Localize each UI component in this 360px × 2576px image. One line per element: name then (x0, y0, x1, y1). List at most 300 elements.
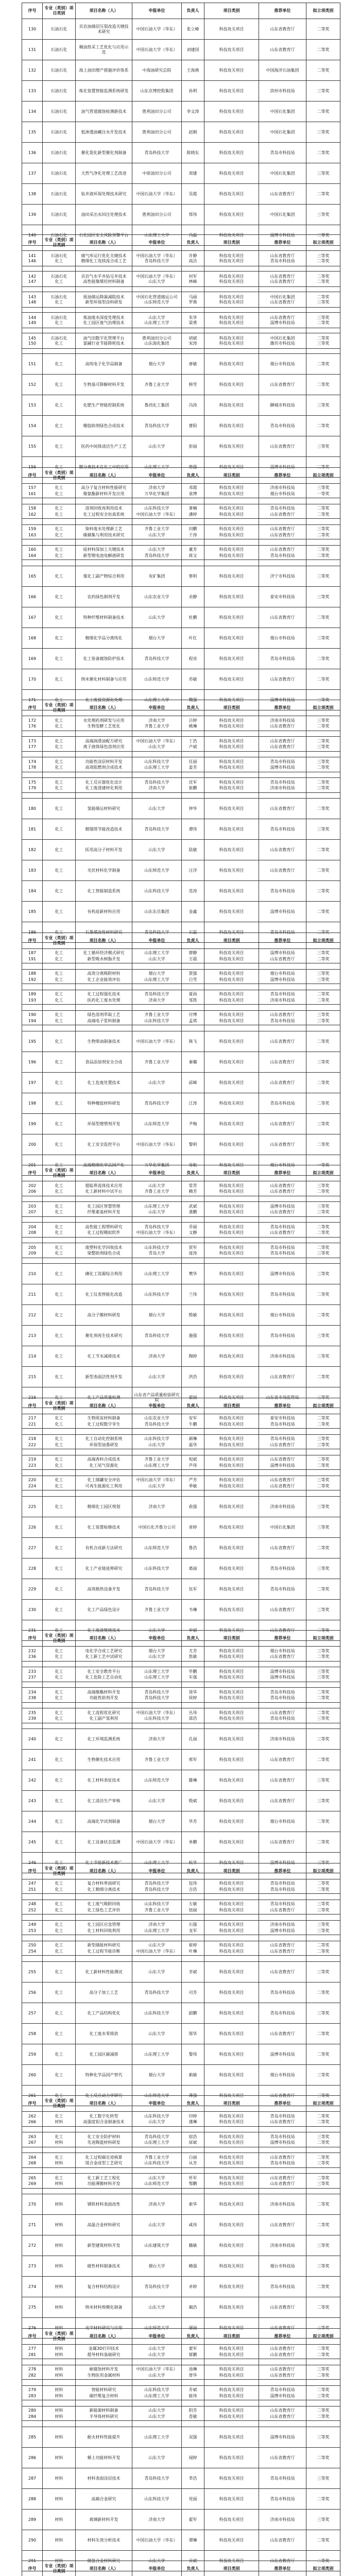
table-cell: 烟台市科技局 (259, 2256, 306, 2277)
table-cell: 二等奖 (306, 1935, 340, 1956)
table-cell: 三等奖 (306, 2065, 340, 2086)
table-cell: 化工 (43, 1181, 76, 1202)
table-cell: 炼油废水深度处理技术 (76, 308, 132, 328)
table-row (22, 649, 340, 669)
table-cell: 邓霞 (182, 478, 204, 498)
table-cell: 山东省教育厅 (259, 2318, 306, 2338)
table-row (22, 1181, 340, 1202)
table-row (22, 2297, 340, 2318)
table-cell: 科技攻关项目 (204, 2510, 259, 2530)
table-row (22, 1223, 340, 1243)
table-cell: 科技攻关项目 (204, 498, 259, 519)
table-cell: 济南市科技局 (259, 2235, 306, 2256)
table-cell: 二等奖 (306, 1873, 340, 1894)
table-cell: 化工 (43, 690, 76, 710)
table-cell: 科技攻关项目 (204, 163, 259, 184)
table-cell: 山东大学 (132, 1176, 182, 1196)
table-cell: 科技攻关项目 (204, 2112, 259, 2132)
column-header: 负责人 (182, 3, 204, 19)
table-cell: 科技攻关项目 (204, 1181, 259, 1202)
column-header: 序号 (22, 2096, 43, 2112)
table-cell: 石油石化 (43, 60, 76, 81)
table-row (22, 1202, 340, 1223)
table-cell: 石磊 (182, 922, 204, 943)
table-cell: 山东省教育厅 (259, 2215, 306, 2235)
table-cell: 科技攻关项目 (204, 251, 259, 272)
table-cell: 科技攻关项目 (204, 1367, 259, 1387)
table-cell: 二等奖 (306, 2345, 340, 2365)
table-row (22, 2112, 340, 2132)
table-row (22, 1941, 340, 1962)
table-cell: 有机合成新方法研究 (76, 1538, 132, 1558)
table-row (22, 375, 340, 395)
table-row (22, 799, 340, 819)
table-cell: 科技攻关项目 (204, 2235, 259, 2256)
table-row (22, 1011, 340, 1031)
table-cell: 济南市科技局 (259, 2510, 306, 2530)
column-header: 项目类别 (204, 2561, 259, 2576)
table-cell: 科技攻关项目 (204, 1196, 259, 1217)
table-cell: 化工 (43, 984, 76, 1005)
table-cell: 三等奖 (306, 1196, 340, 1217)
table-cell: 青岛市科技局 (259, 1414, 306, 1435)
table-cell: 复合材料界面研究 (76, 1873, 132, 1894)
table-cell: 209 (22, 1243, 43, 1264)
table-row (22, 1600, 340, 1620)
table-cell: 山东理工大学 (132, 313, 182, 333)
table-cell: 三等奖 (306, 246, 340, 266)
table-cell: 齐鲁工业大学 (132, 716, 182, 737)
table-cell: 二等奖 (306, 1941, 340, 1962)
table-cell: 科技攻关项目 (204, 292, 259, 313)
table-cell: 137 (22, 163, 43, 184)
table-cell: 245 (22, 1832, 43, 1853)
table-cell: 青岛市科技局 (259, 1238, 306, 1258)
table-cell: 科技攻关项目 (204, 970, 259, 990)
table-cell: 科技攻关项目 (204, 1346, 259, 1367)
table-cell: 材料 (43, 2365, 76, 2386)
table-cell: 青岛市科技局 (259, 1894, 306, 1914)
table-cell: 科技攻关项目 (204, 587, 259, 607)
table-cell: 山东省教育厅 (259, 1962, 306, 1982)
table-cell: 山东省教育厅 (259, 840, 306, 860)
table-cell: 中国石油大学（华东） (132, 184, 182, 205)
table-cell: 材料 (43, 2345, 76, 2365)
table-cell: 山东大学 (132, 1620, 182, 1641)
table-cell: 科技攻关项目 (204, 2003, 259, 2024)
table-cell: 282 (22, 2365, 43, 2386)
table-cell: 三等奖 (306, 395, 340, 416)
table-cell: 齐鲁工业大学 (132, 375, 182, 395)
table-cell: 化工自动化控制系统 (76, 1429, 132, 1449)
table-cell: 淄博市科技局 (259, 2427, 306, 2448)
table-cell: 材料 (43, 2338, 76, 2359)
column-header: 拟立项类别 (306, 2561, 340, 2576)
table-cell: 石化园区安全风险预警平台 (76, 225, 132, 246)
table-cell: 济南大学 (132, 1729, 182, 1750)
column-header: 项目名称（人） (76, 2096, 132, 2112)
table-cell: 化工 (43, 1238, 76, 1258)
table-cell: 二等奖 (306, 2338, 340, 2359)
table-cell: 熊飞 (182, 1031, 204, 1052)
table-cell: 焦敏 (182, 1647, 204, 1667)
table-cell: 222 (22, 1435, 43, 1455)
table-cell: 科技攻关项目 (204, 1832, 259, 1853)
table-cell: 夏雨 (182, 984, 204, 1005)
table-row (22, 2215, 340, 2235)
table-cell: 二等奖 (306, 266, 340, 287)
table-cell: 212 (22, 1305, 43, 1326)
table-cell: 科技攻关项目 (204, 881, 259, 902)
table-cell: 山东省教育厅 (259, 1031, 306, 1052)
table-cell: 山东大学 (132, 1202, 182, 1223)
table-cell: 蓟敏 (182, 2065, 204, 2086)
table-cell: 青岛市科技局 (259, 416, 306, 436)
table-cell: 136 (22, 143, 43, 163)
table-cell: 化工 (43, 1853, 76, 1873)
table-cell: 淄博市科技局 (259, 690, 306, 710)
table-row (22, 313, 340, 333)
table-cell: 山东省教育厅 (259, 860, 306, 881)
table-cell: 二等奖 (306, 1031, 340, 1052)
table-cell: 科技攻关项目 (204, 1921, 259, 1941)
table-cell: 石油石化 (43, 163, 76, 184)
table-cell: 山东师范大学 (132, 669, 182, 690)
table-cell: 山东科技大学 (132, 2106, 182, 2127)
table-cell: 山东省教育厅 (259, 1900, 306, 1921)
table-cell: 三等奖 (306, 333, 340, 354)
table-cell: 淄博市科技局 (259, 757, 306, 778)
table-cell: 光学材料研究与应用 (76, 2318, 132, 2338)
table-cell: 三等奖 (306, 1558, 340, 1579)
table-cell: 橡胶助剂绿色合成技术 (76, 416, 132, 436)
table-cell: 化工 (43, 819, 76, 840)
column-header: 负责人 (182, 1398, 204, 1414)
table-cell: 万华化学集团 (132, 1155, 182, 1176)
table-cell: 纳米材料规模化制备 (76, 2297, 132, 2318)
table-cell: 二等奖 (306, 143, 340, 163)
table-cell: 山东省教育厅 (259, 375, 306, 395)
table-cell: 青岛科技大学 (132, 1879, 182, 1900)
table-cell: 化工园区智慧管理 (76, 1196, 132, 1217)
table-cell: 纤维素基材料开发 (76, 1202, 132, 1223)
table-cell: 三等奖 (306, 1517, 340, 1538)
table-cell: 化工节水减排技术 (76, 1346, 132, 1367)
column-header: 负责人 (182, 1631, 204, 1647)
table-cell: 化肥生产智能控制系统 (76, 395, 132, 416)
table-cell: 淄博市科技局 (259, 2132, 306, 2153)
table-cell: 邹凯 (182, 990, 204, 1011)
table-cell: 青岛科技大学 (132, 416, 182, 436)
table-cell: 化工 (43, 799, 76, 819)
table-cell: 235 (22, 1703, 43, 1723)
table-cell: 齐鲁工业大学 (132, 1600, 182, 1620)
table-cell: 三等奖 (306, 2359, 340, 2380)
table-cell: 269 (22, 2174, 43, 2194)
table-cell: 华芳 (182, 1811, 204, 1832)
table-cell: 稠油热采工艺优化与应用示范 (76, 40, 132, 60)
table-cell: 中国石油大学（华东） (132, 1470, 182, 1490)
column-header: 推荐单位 (259, 933, 306, 949)
table-cell: 267 (22, 2132, 43, 2153)
table-cell: 二等奖 (306, 1476, 340, 1497)
table-cell: 磷化工资源综合利用 (76, 1264, 132, 1284)
table-cell: 医药化工废水处理 (76, 990, 132, 1011)
table-cell: 化工 (43, 1387, 76, 1408)
table-cell: 二等奖 (306, 2106, 340, 2127)
table-cell: 山东省教育厅 (259, 2406, 306, 2427)
table-cell: 山东省教育厅 (259, 1223, 306, 1243)
table-cell: 科技攻关项目 (204, 1935, 259, 1956)
table-cell: 科技攻关项目 (204, 266, 259, 287)
table-cell: 化工 (43, 949, 76, 970)
table-cell: 黎伟 (182, 2044, 204, 2065)
table-cell: 精细化工园区规划 (76, 1497, 132, 1517)
table-cell: 化工流程优化研究 (76, 1703, 132, 1723)
column-header: 专业（类别）项目类别 (43, 1631, 76, 1647)
column-header: 推荐单位 (259, 235, 306, 251)
table-cell: 青岛市科技局 (259, 1682, 306, 1703)
table-cell: 三等奖 (306, 436, 340, 457)
table-cell: 车强 (182, 1667, 204, 1688)
table-cell: 山东省教育厅 (259, 19, 306, 40)
table-cell: 翟丽 (182, 1387, 204, 1408)
table-cell: 山东省教育厅 (259, 1435, 306, 1455)
table-row (22, 1093, 340, 1114)
table-cell: 精细化学品分离纯化 (76, 628, 132, 649)
column-header: 专业（类别）项目类别 (43, 2096, 76, 2112)
table-row (22, 716, 340, 737)
table-cell: 材料 (43, 2380, 76, 2400)
table-cell: 化工 (43, 484, 76, 504)
table-cell: 二等奖 (306, 546, 340, 566)
table-cell: 257 (22, 2003, 43, 2024)
table-cell: 山东省教育厅 (259, 1176, 306, 1196)
table-cell: 山东科技大学 (132, 1708, 182, 1729)
table-row (22, 1921, 340, 1941)
table-cell: 科技攻关项目 (204, 40, 259, 60)
table-cell: 生物发酵工艺优化 (76, 716, 132, 737)
column-header: 序号 (22, 1863, 43, 1879)
table-cell: 钮丽 (182, 1900, 204, 1921)
table-cell: 184 (22, 881, 43, 902)
table-cell: 蒲琳 (182, 2112, 204, 2132)
table-cell: 环保型油墨研发 (76, 1435, 132, 1455)
table-cell: 化工 (43, 881, 76, 902)
table-cell: 化工 (43, 1641, 76, 1662)
table-cell: 化工安全教育平台 (76, 1662, 132, 1682)
table-header-row (22, 933, 340, 949)
table-cell: 科技攻关项目 (204, 1470, 259, 1490)
table-cell: 莘浩 (182, 2468, 204, 2489)
table-cell: 功能性涂层材料开发 (76, 752, 132, 772)
table-cell: 科技攻关项目 (204, 1688, 259, 1708)
table-cell: 山东大学 (132, 1935, 182, 1956)
table-cell: 科技攻关项目 (204, 1647, 259, 1667)
table-cell: 化工 (43, 1176, 76, 1196)
table-cell: 钟华 (182, 799, 204, 819)
table-cell: 科技攻关项目 (204, 328, 259, 349)
table-cell: 蒋文 (182, 546, 204, 566)
table-cell: 科技攻关项目 (204, 2174, 259, 2194)
table-cell: 科技攻关项目 (204, 2365, 259, 2386)
table-cell: 化工 (43, 1682, 76, 1703)
table-cell: 149 (22, 313, 43, 333)
table-cell: 二等奖 (306, 1181, 340, 1202)
table-cell: 化工 (43, 1600, 76, 1620)
column-header: 项目名称（人） (76, 1631, 132, 1647)
table-cell: 周建 (182, 163, 204, 184)
table-cell: 中国石化齐鲁分公司 (132, 1517, 182, 1538)
column-header: 推荐单位 (259, 2561, 306, 2576)
table-row (22, 1579, 340, 1600)
table-cell: 吉浩 (182, 1879, 204, 1900)
table-cell: 特种橡胶材料研发 (76, 1093, 132, 1114)
table-cell: 材料 (43, 2194, 76, 2215)
table-cell: 科技攻关项目 (204, 1073, 259, 1093)
table-cell: 二等奖 (306, 272, 340, 292)
column-header: 拟立项类别 (306, 1165, 340, 1181)
table-cell: 材料失效分析技术 (76, 2530, 132, 2551)
table-row (22, 205, 340, 225)
table-cell: 化工 (43, 1832, 76, 1853)
table-row (22, 2044, 340, 2065)
table-cell: 淄博市科技局 (259, 457, 306, 478)
table-cell: 油气田数字化管理平台 (76, 328, 132, 349)
table-cell: 高分子复合材料性能研究 (76, 478, 132, 498)
table-cell: 化工精细分离技术 (76, 1879, 132, 1900)
table-cell: 255 (22, 1962, 43, 1982)
table-cell: 烟台市科技局 (259, 354, 306, 375)
table-cell: 济南市科技局 (259, 1346, 306, 1367)
column-header: 申报单位 (132, 933, 182, 949)
table-cell: 169 (22, 649, 43, 669)
table-cell: 山东省教育厅 (259, 2338, 306, 2359)
table-row (22, 1114, 340, 1134)
column-header: 序号 (22, 468, 43, 484)
table-cell: 兖矿集团 (132, 566, 182, 587)
table-cell: 化工 (43, 1900, 76, 1921)
table-cell: 化工 (43, 649, 76, 669)
table-cell: 新型环保型涂料研发 (76, 292, 132, 313)
table-cell: 科技攻关项目 (204, 1667, 259, 1688)
table-cell: 二等奖 (306, 60, 340, 81)
table-cell: 硅材料深加工关键技术 (76, 539, 132, 560)
table-cell: 化工 (43, 1305, 76, 1326)
table-cell: 谭伟 (182, 819, 204, 840)
table-cell: 242 (22, 1770, 43, 1791)
table-cell: 高端化学试剂制备 (76, 1811, 132, 1832)
table-cell: 科技攻关项目 (204, 1703, 259, 1723)
table-cell: 济南市科技局 (259, 2194, 306, 2215)
table-cell: 科技攻关项目 (204, 2168, 259, 2189)
table-cell: 化工 (43, 1750, 76, 1770)
table-cell: 染料废水处理新工艺 (76, 519, 132, 539)
table-cell: 龙军 (182, 1921, 204, 1941)
table-cell: 143 (22, 287, 43, 308)
table-cell: 化工新工艺中试研究 (76, 1647, 132, 1667)
table-cell: 化工 (43, 2044, 76, 2065)
table-cell: 山东省教育厅 (259, 731, 306, 752)
table-cell: 218 (22, 1429, 43, 1449)
table-row (22, 1811, 340, 1832)
table-cell: 237 (22, 1667, 43, 1688)
table-cell: 135 (22, 122, 43, 143)
table-cell: 山东科技大学 (132, 2489, 182, 2510)
table-cell: 科技攻关项目 (204, 1052, 259, 1073)
table-cell: 二等奖 (306, 649, 340, 669)
table-cell: 青岛市科技局 (259, 1284, 306, 1305)
column-header: 推荐单位 (259, 1165, 306, 1181)
table-cell: 二等奖 (306, 2489, 340, 2510)
table-cell: 271 (22, 2215, 43, 2235)
table-cell: 二等奖 (306, 1414, 340, 1435)
table-cell: 山东海化集团 (132, 333, 182, 354)
table-cell: 索华 (182, 2194, 204, 2215)
table-cell: 从芳 (182, 2153, 204, 2174)
table-cell: 化工 (43, 1914, 76, 1935)
table-cell: 安军 (182, 1408, 204, 1429)
table-cell: 山东科技大学 (132, 2380, 182, 2400)
table-cell: 吕婷 (182, 710, 204, 731)
table-cell: 李文涛 (182, 101, 204, 122)
table-cell: 科技攻关项目 (204, 799, 259, 819)
table-cell: 化工 (43, 1497, 76, 1517)
table-cell: 青岛科技大学 (132, 2468, 182, 2489)
table-cell: 化工 (43, 1558, 76, 1579)
table-cell: 山东省教育厅 (259, 519, 306, 539)
table-cell: 化工 (43, 1811, 76, 1832)
table-header-row (22, 1398, 340, 1414)
table-header-row (22, 468, 340, 484)
table-cell: 化工废盐资源化处理 (76, 690, 132, 710)
table-cell: 179 (22, 778, 43, 799)
table-cell: 中国石油大学（华东） (132, 1134, 182, 1155)
table-cell: 三等奖 (306, 566, 340, 587)
table-cell: 241 (22, 1750, 43, 1770)
table-cell: 山东大学 (132, 525, 182, 546)
table-cell: 化工 (43, 2168, 76, 2189)
table-cell: 三等奖 (306, 778, 340, 799)
table-cell: 滕琳 (182, 1770, 204, 1791)
column-header: 专业（类别）项目类别 (43, 2561, 76, 2576)
table-cell: 青岛科技大学 (132, 819, 182, 840)
table-cell: 中国石化集团 (259, 205, 306, 225)
column-header: 项目类别 (204, 235, 259, 251)
table-cell: 氯碱行业节能降耗技术 (76, 333, 132, 354)
table-cell: 261 (22, 2086, 43, 2106)
table-cell: 科技攻关项目 (204, 737, 259, 757)
table-cell: 科技攻关项目 (204, 1114, 259, 1134)
table-cell: 冯磊 (182, 225, 204, 246)
table-cell: 功能性助剂开发 (76, 1688, 132, 1708)
table-cell: 中国石化集团 (259, 328, 306, 349)
table-cell: 山东建筑大学 (132, 2235, 182, 2256)
table-cell: 化工 (43, 1284, 76, 1305)
table-cell: 籍敏 (182, 2235, 204, 2256)
table-cell: 三等奖 (306, 2127, 340, 2147)
table-cell: 山东大学 (132, 1791, 182, 1811)
table-cell: 286 (22, 2448, 43, 2468)
table-cell: 高性能工程塑料研究 (76, 1217, 132, 1238)
table-cell: 山东理工大学 (132, 970, 182, 990)
table-cell: 江涛 (182, 1093, 204, 1114)
table-cell: 超临界流体技术应用 (76, 1176, 132, 1196)
table-cell: 淄博市科技局 (259, 970, 306, 990)
table-cell: 化工仪表智能化改造 (76, 1284, 132, 1305)
table-cell: 三等奖 (306, 1770, 340, 1791)
table-cell: 薄强 (182, 2086, 204, 2106)
